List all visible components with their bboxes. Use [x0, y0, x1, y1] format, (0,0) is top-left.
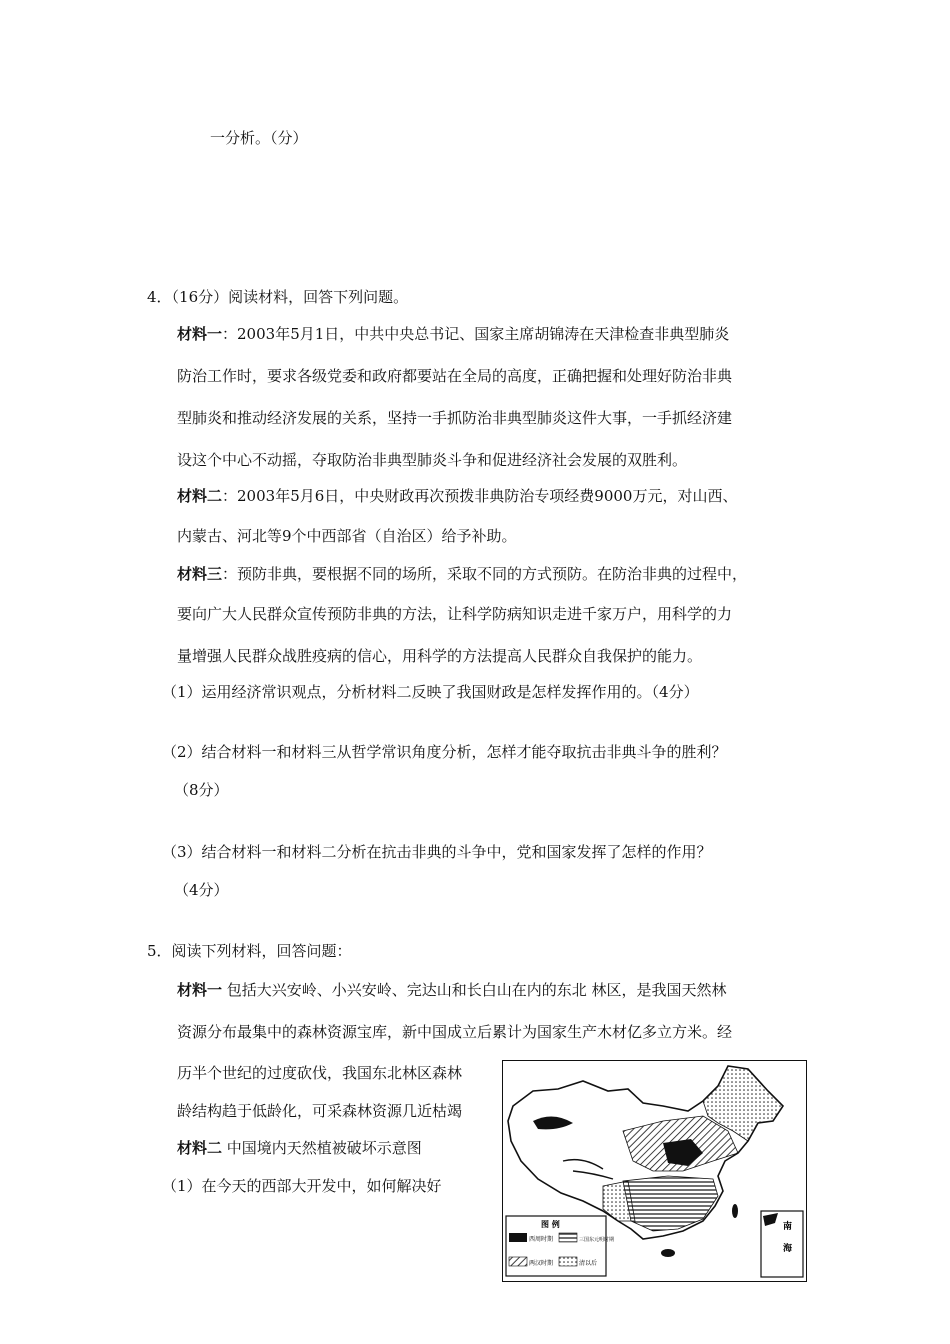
q4-material-2-line-1: [177, 486, 737, 506]
q5-material-2-text: 中国境内天然植被破坏示意图: [222, 1139, 422, 1157]
inset-label-2: 海: [783, 1244, 793, 1254]
q4-material-1-line-4: 设这个中心不动摇，夺取防治非典型肺炎斗争和促进经济社会发展的双胜利。: [177, 451, 688, 469]
q4-material-3-line-2: 要向广大人民群众宣传预防非典的方法，让科学防病知识走进千家万户，用科学的力: [177, 605, 733, 623]
q5-material-1-line-1: [177, 980, 727, 1000]
legend-label-1: 西周时期: [529, 1236, 554, 1243]
q4-stem: 4．（16分）阅读材料，回答下列问题。: [147, 288, 409, 306]
q5-material-2-label: 材料二: [177, 1139, 223, 1157]
q4-material-1-line-2: 防治工作时，要求各级党委和政府都要站在全局的高度，正确把握和处理好防治非典: [177, 367, 733, 385]
vegetation-destruction-map: [502, 1060, 807, 1282]
legend-swatch-3: [509, 1257, 527, 1266]
legend-title: 图 例: [541, 1220, 560, 1229]
q4-material-2-line-2: 内蒙古、河北等9个中西部省（自治区）给予补助。: [177, 527, 517, 545]
inset-label-1: 南: [783, 1222, 793, 1232]
q4-material-3-label: 材料三: [177, 565, 223, 583]
legend-swatch-2: [559, 1233, 577, 1242]
q5-material-2-line: [177, 1138, 422, 1158]
south-region: [623, 1176, 718, 1231]
q5-material-1-line-3: 历半个世纪的过度砍伐，我国东北林区森林: [177, 1064, 463, 1082]
q4-material-3-line-1: [177, 564, 747, 584]
q5-material-1-line-4: 龄结构趋于低龄化，可采森林资源几近枯竭: [177, 1102, 463, 1120]
q4-material-1-line-1: [177, 324, 729, 344]
q4-material-3-text: ：预防非典，要根据不同的场所，采取不同的方式预防。在防治非典的过程中，: [222, 565, 748, 583]
legend-label-3: 两汉时期: [529, 1260, 554, 1267]
q4-question-1: （1）运用经济常识观点，分析材料二反映了我国财政是怎样发挥作用的。（4分）: [162, 683, 699, 701]
q4-material-2-label: 材料二: [177, 487, 223, 505]
q5-material-1-text: 包括大兴安岭、小兴安岭、完达山和长白山在内的东北 林区，是我国天然林: [222, 981, 727, 999]
legend-label-2: 三国东元明时期: [579, 1237, 615, 1243]
q4-material-2-text: ：2003年5月6日，中央财政再次预拨非典防治专项经费9000万元，对山西、: [222, 487, 738, 505]
legend-label-4: 清以后: [579, 1260, 598, 1267]
q5-material-1-label: 材料一: [177, 981, 223, 999]
q4-material-1-text: ：2003年5月1日，中共中央总书记、国家主席胡锦涛在天津检查非典型肺炎: [222, 325, 730, 343]
q4-question-3: （3）结合材料一和材料二分析在抗击非典的斗争中，党和国家发挥了怎样的作用？: [162, 843, 712, 861]
q5-stem: 5．阅读下列材料，回答问题：: [147, 942, 352, 960]
legend-swatch-1: [509, 1233, 527, 1242]
hainan: [661, 1249, 675, 1257]
q4-question-3-score: （4分）: [174, 881, 229, 899]
q4-question-2-score: （8分）: [174, 781, 229, 799]
legend-swatch-4: [559, 1257, 577, 1266]
q4-material-1-label: 材料一: [177, 325, 223, 343]
china-map-graphic: [503, 1061, 805, 1280]
q4-material-1-line-3: 型肺炎和推动经济发展的关系，坚持一手抓防治非典型肺炎这件大事，一手抓经济建: [177, 409, 733, 427]
taiwan: [732, 1204, 738, 1218]
q4-material-3-line-3: 量增强人民群众战胜疫病的信心，用科学的方法提高人民群众自我保护的能力。: [177, 647, 703, 665]
q5-material-1-line-2: 资源分布最集中的森林资源宝库，新中国成立后累计为国家生产木材亿多立方米。经: [177, 1023, 733, 1041]
q4-question-2: （2）结合材料一和材料三从哲学常识角度分析，怎样才能夺取抗击非典斗争的胜利？: [162, 743, 727, 761]
q5-question-1: （1）在今天的西部大开发中，如何解决好: [162, 1177, 442, 1195]
fragment-line: 一分析。（分）: [210, 129, 308, 147]
